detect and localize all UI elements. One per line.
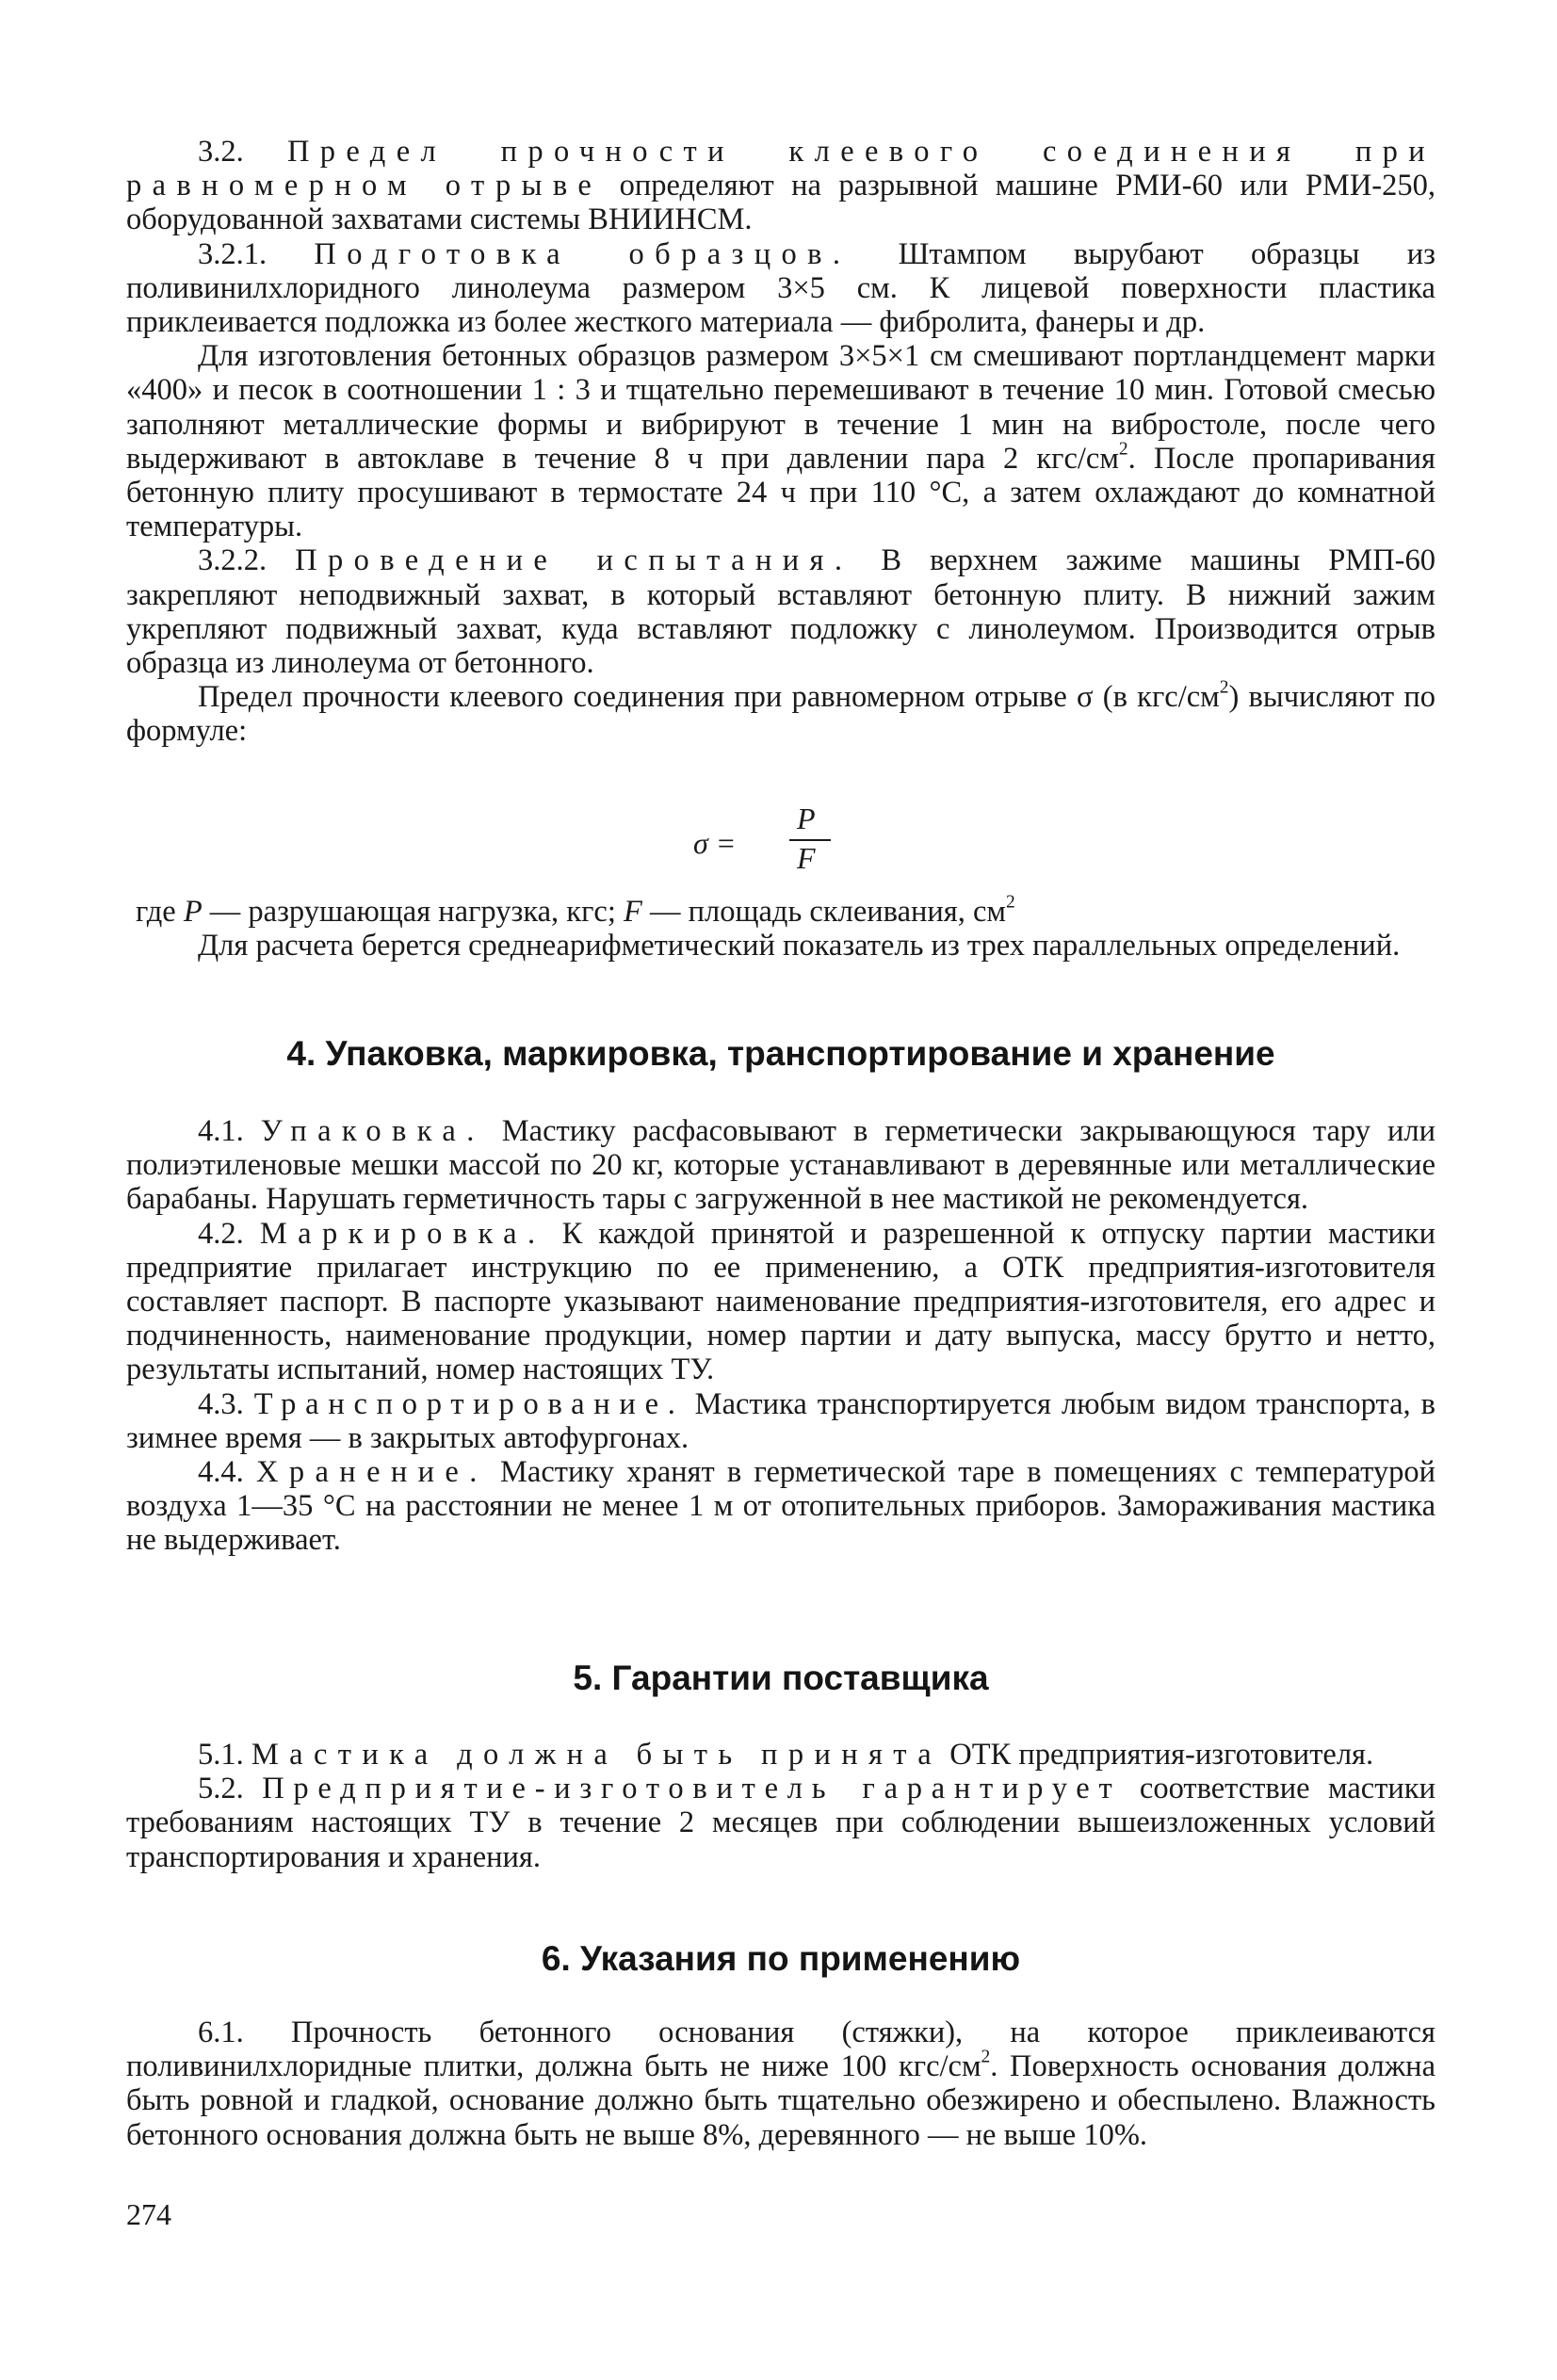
heading-section-5: 5. Гарантии поставщика — [573, 1659, 989, 1697]
paragraph-formula-intro: Предел прочности клеевого соединения при равномерном отрыве σ (в кгс/$см^2$) вычисляют по формуле: — [126, 677, 1435, 749]
paragraph-3-2: 3.2. Предел прочности клеевого соединения при равномерном отрыве определяют на разрывной машине РМИ-60 или РМИ-250, оборудованной захватами системы ВНИИНСМ. — [126, 135, 1436, 237]
section-5-block — [126, 1738, 1435, 1874]
where-block — [126, 892, 1435, 963]
formula-denominator: F — [797, 841, 816, 875]
section-6-block — [126, 2016, 1435, 2152]
paragraph-4-1: 4.1. Упаковка. Мастику расфасовывают в герметически закрывающуюся тару или полиэтиленовые мешки массой по 20 кг, которые устанавливают в деревянные или металлические барабаны. Нарушать герметичность тары с загруженной в нее мастикой не рекомендуется. — [126, 1114, 1436, 1217]
page-number: 274 — [126, 2197, 171, 2231]
heading-section-6: 6. Указания по применению — [541, 1939, 1021, 1978]
paragraph-4-2: 4.2. Маркировка. К каждой принятой и разрешенной к отпуску партии мастики предприятие прилагает инструкцию по ее применению, а ОТК предприятия-изготовителя составляет паспорт. В паспорте указывают наименование предприятия-изготовителя, его адрес и подчиненность, наименование продукции, номер партии и дату выпуска, массу брутто и нетто, результаты испытаний, номер настоящих ТУ. — [126, 1216, 1436, 1387]
strength-formula — [693, 801, 844, 882]
section-4-block — [126, 1114, 1435, 1558]
paragraph-4-3: 4.3. Транспортирование. Мастика транспортируется любым видом транспорта, в зимнее время — в закрытых автофургонах. — [126, 1386, 1436, 1455]
paragraph-where: где P — разрушающая нагрузка, кгс; F — площадь склеивания, $см^2$ — [136, 892, 1015, 929]
paragraph-average: Для расчета берется среднеарифметический показатель из трех параллельных определений. — [198, 929, 1401, 963]
paragraph-5-2: 5.2. Предприятие-изготовитель гарантирует соответствие мастики требованиям настоящих ТУ в течение 2 месяцев при соблюдении вышеизложенных условий транспортирования и хранения. — [126, 1772, 1435, 1874]
paragraph-3-2-2: 3.2.2. Проведение испытания. В верхнем зажиме машины РМП-60 закрепляют неподвижный захват, в который вставляют бетонную плиту. В нижний зажим укрепляют подвижный захват, куда вставляют подложку с линолеумом. Производится отрыв образца из линолеума от бетонного. — [126, 543, 1435, 681]
formula-numerator: P — [797, 801, 816, 835]
paragraph-6-1: 6.1. Прочность бетонного основания (стяжки), на которое приклеиваются поливинилхлоридные плитки, должна быть не ниже 100 кгс/$см^2$. Поверхность основания должна быть ровной и гладкой, основание должно быть тщательно обезжирено и обеспылено. Влажность бетонного основания должна быть не выше 8%, деревянного — не выше 10%. — [126, 2016, 1435, 2152]
paragraph-concrete-samples: Для изготовления бетонных образцов размером 3×5×1 см смешивают портландцемент марки «400» и песок в соотношении 1 : 3 и тщательно перемешивают в течение 10 мин. Готовой смесью заполняют металлические формы и вибрируют в течение 1 мин на вибростоле, после чего выдерживают в автоклаве в течение 8 ч при давлении пара 2 кгс/$см^2$. После пропаривания бетонную плиту просушивают в термостате 24 ч при 110 °С, а затем охлаждают до комнатной температуры. — [126, 339, 1435, 544]
paragraph-4-4: 4.4. Хранение. Мастику хранят в герметической таре в помещениях с температурой воздуха 1—35 °С на расстоянии не менее 1 м от отопительных приборов. Замораживания мастика не выдерживает. — [126, 1455, 1436, 1558]
formula-sigma: σ = — [693, 826, 737, 860]
paragraph-3-2-1: 3.2.1. Подготовка образцов. Штампом вырубают образцы из поливинилхлоридного линолеума размером 3×5 см. К лицевой поверхности пластика приклеивается подложка из более жесткого материала — фибролита, фанеры и др. — [126, 236, 1436, 340]
heading-section-4: 4. Упаковка, маркировка, транспортирование и хранение — [286, 1034, 1275, 1073]
paragraph-5-1: 5.1. Мастика должна быть принята ОТК предприятия-изготовителя. — [198, 1738, 1374, 1772]
section-3-2-block — [126, 135, 1435, 749]
